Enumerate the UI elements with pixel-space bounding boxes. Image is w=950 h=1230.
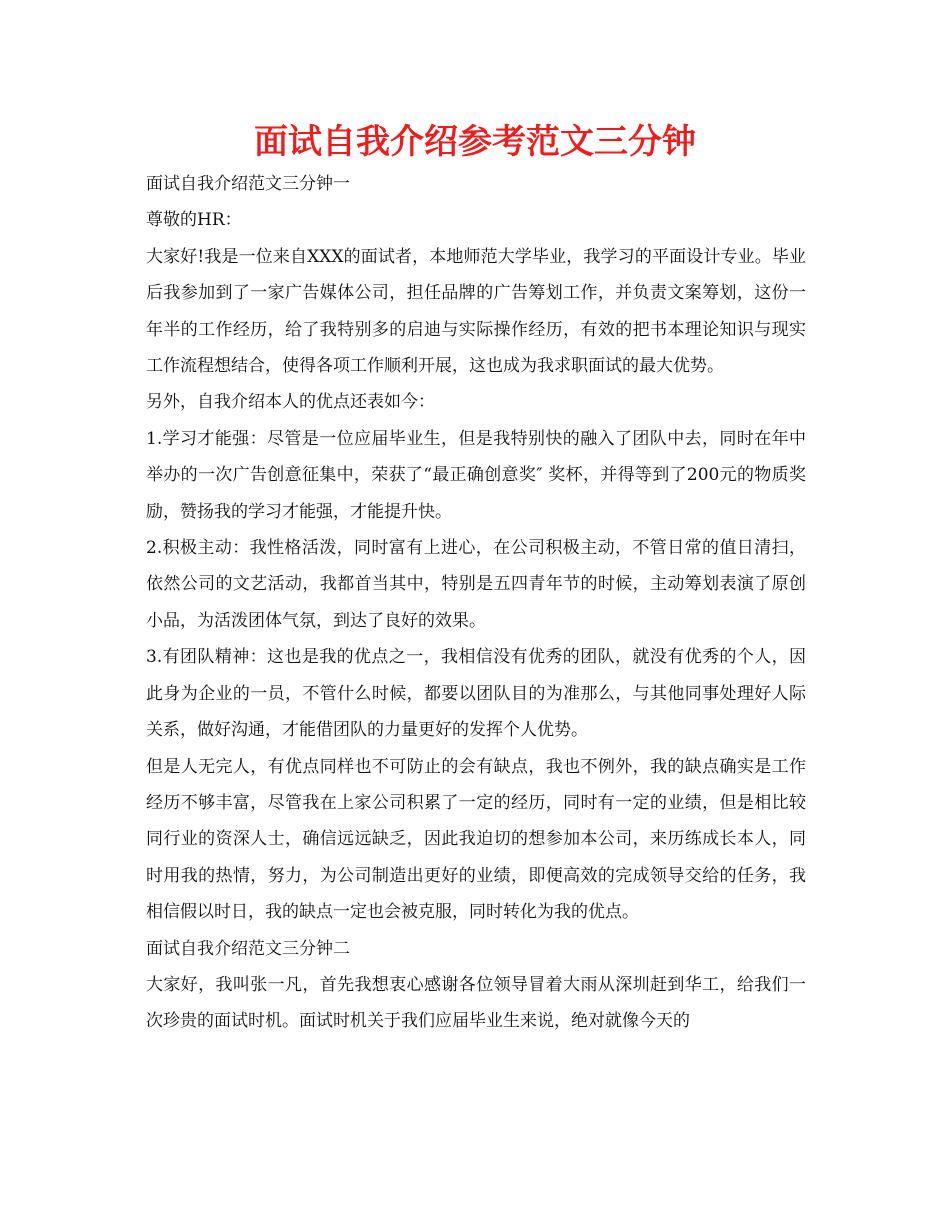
paragraph: 大家好，我叫张一凡，首先我想衷心感谢各位领导冒着大雨从深圳赶到华工，给我们一次珍贵的面试时机。面试时机关于我们应届毕业生来说，绝对就像今天的 bbox=[146, 974, 806, 1032]
paragraph: 但是人无完人，有优点同样也不可防止的会有缺点，我也不例外，我的缺点确实是工作经历不够丰富，尽管我在上家公司积累了一定的经历，同时有一定的业绩，但是相比较同行业的资深人士，确信远远缺乏，因此我迫切的想参加本公司，来历练成长本人，同时用我的热情，努力，为公司制造出更好的业绩，即便高效的完成领导交给的任务，我相信假以时日，我的缺点一定也会被克服，同时转化为我的优点。 bbox=[146, 756, 806, 923]
section-heading-2: 面试自我介绍范文三分钟二 bbox=[146, 938, 350, 959]
paragraph: 另外，自我介绍本人的优点还表如今： bbox=[146, 392, 435, 413]
section-heading-1: 面试自我介绍范文三分钟一 bbox=[146, 174, 350, 194]
paragraph: 大家好!我是一位来自XXX的面试者，本地师范大学毕业，我学习的平面设计专业。毕业后我参加到了一家广告媒体公司，担任品牌的广告筹划工作，并负责文案筹划，这份一年半的工作经历，给了我特别多的启迪与实际操作经历，有效的把书本理论知识与现实工作流程想结合，使得各项工作顺利开展，这也成为我求职面试的最大优势。 bbox=[146, 246, 806, 377]
document-title: 面试自我介绍参考范文三分钟 bbox=[254, 122, 696, 162]
list-item: 1.学习才能强：尽管是一位应届毕业生，但是我特别快的融入了团队中去，同时在年中举办的一次广告创意征集中，荣获了“最正确创意奖″ 奖杯，并得等到了200元的物质奖励，赞扬我的学习才能强，才能提升快。 bbox=[146, 428, 806, 522]
list-item: 3.有团队精神：这也是我的优点之一，我相信没有优秀的团队，就没有优秀的个人，因此身为企业的一员，不管什么时候，都要以团队目的为准那么，与其他同事处理好人际关系，做好沟通，才能借团队的力量更好的发挥个人优势。 bbox=[146, 647, 806, 741]
list-item: 2.积极主动：我性格活泼，同时富有上进心，在公司积极主动，不管日常的值日清扫，依然公司的文艺活动，我都首当其中，特别是五四青年节的时候，主动筹划表演了原创小品，为活泼团体气氛，到达了良好的效果。 bbox=[146, 538, 806, 631]
salutation: 尊敬的HR： bbox=[146, 210, 242, 231]
document-body bbox=[146, 166, 806, 1040]
